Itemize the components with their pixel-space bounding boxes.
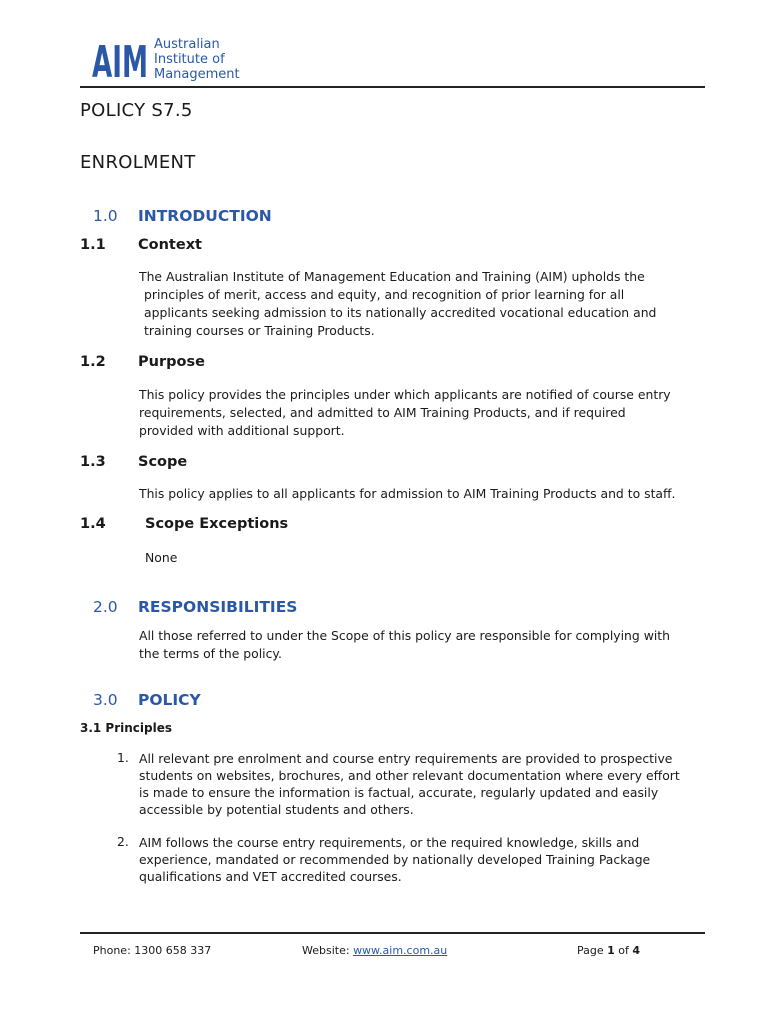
scope-paragraph bbox=[139, 485, 676, 503]
page-current: 1 bbox=[607, 944, 615, 957]
section-3-title: POLICY bbox=[138, 691, 201, 709]
aim-logo-mark bbox=[92, 34, 150, 82]
subsection-1-4-number: 1.4 bbox=[80, 516, 106, 532]
scope-line: This policy applies to all applicants for admission to AIM Training Products and to staff. bbox=[139, 486, 676, 501]
subsection-1-1-number: 1.1 bbox=[80, 237, 106, 253]
context-paragraph bbox=[139, 268, 656, 340]
subsection-1-3-number: 1.3 bbox=[80, 454, 106, 470]
section-3-number: 3.0 bbox=[93, 691, 118, 709]
policy-name: ENROLMENT bbox=[80, 152, 196, 173]
logo-line-2: Institute of bbox=[154, 52, 225, 67]
section-1-number: 1.0 bbox=[93, 207, 118, 225]
subsection-1-3-title: Scope bbox=[138, 454, 188, 470]
logo-line-3: Management bbox=[154, 67, 240, 82]
scope-exceptions-paragraph bbox=[145, 549, 177, 567]
section-2-title: RESPONSIBILITIES bbox=[138, 598, 298, 616]
subsection-1-4-title: Scope Exceptions bbox=[145, 516, 289, 532]
principle-line: accessible by potential students and others. bbox=[139, 802, 414, 817]
header-rule bbox=[80, 86, 705, 88]
footer-website-link[interactable]: www.aim.com.au bbox=[353, 944, 448, 957]
responsibilities-paragraph bbox=[139, 627, 670, 663]
principle-line: is made to ensure the information is factual, accurate, regularly updated and easily bbox=[139, 785, 659, 800]
scope-exceptions-line: None bbox=[145, 550, 178, 565]
subsection-1-1-title: Context bbox=[138, 237, 202, 253]
principles-heading: 3.1 Principles bbox=[80, 721, 173, 735]
section-1-title: INTRODUCTION bbox=[138, 207, 272, 225]
principle-1-text bbox=[139, 750, 680, 818]
principle-line: qualifications and VET accredited courses. bbox=[139, 869, 402, 884]
purpose-line: This policy provides the principles under which applicants are notified of course entry bbox=[139, 387, 671, 402]
footer-rule bbox=[80, 932, 705, 934]
logo-wordmark bbox=[154, 37, 240, 82]
responsibilities-line: All those referred to under the Scope of this policy are responsible for complying with bbox=[139, 628, 670, 643]
principle-line: All relevant pre enrolment and course entry requirements are provided to prospective bbox=[139, 751, 673, 766]
page-of: of bbox=[614, 944, 633, 957]
principle-2-text bbox=[139, 834, 650, 885]
svg-text:AIM: AIM bbox=[92, 37, 148, 82]
subsection-1-2-number: 1.2 bbox=[80, 354, 106, 370]
footer-phone: Phone: 1300 658 337 bbox=[93, 944, 212, 957]
section-2-number: 2.0 bbox=[93, 598, 118, 616]
footer-page-number bbox=[577, 944, 640, 957]
principle-1-number: 1. bbox=[117, 750, 129, 765]
policy-number: POLICY S7.5 bbox=[80, 100, 193, 121]
principle-line: AIM follows the course entry requirements, or the required knowledge, skills and bbox=[139, 835, 640, 850]
footer-website bbox=[302, 944, 447, 957]
principle-2-number: 2. bbox=[117, 834, 129, 849]
purpose-line: requirements, selected, and admitted to AIM Training Products, and if required bbox=[139, 405, 626, 420]
page-prefix: Page bbox=[577, 944, 608, 957]
subsection-1-2-title: Purpose bbox=[138, 354, 205, 370]
purpose-paragraph bbox=[139, 386, 671, 440]
responsibilities-line: the terms of the policy. bbox=[139, 646, 282, 661]
page-total: 4 bbox=[632, 944, 641, 957]
principle-line: experience, mandated or recommended by nationally developed Training Package bbox=[139, 852, 651, 867]
logo-line-1: Australian bbox=[154, 37, 220, 52]
context-line: applicants seeking admission to its nationally accredited vocational education and bbox=[144, 305, 657, 320]
aim-logo bbox=[92, 34, 262, 84]
context-line: training courses or Training Products. bbox=[144, 323, 375, 338]
context-line: The Australian Institute of Management Education and Training (AIM) upholds the bbox=[139, 269, 645, 284]
context-line: principles of merit, access and equity, and recognition of prior learning for all bbox=[144, 287, 625, 302]
principle-line: students on websites, brochures, and other relevant documentation where every effort bbox=[139, 768, 680, 783]
footer-website-label: Website: bbox=[302, 944, 354, 957]
purpose-line: provided with additional support. bbox=[139, 423, 345, 438]
